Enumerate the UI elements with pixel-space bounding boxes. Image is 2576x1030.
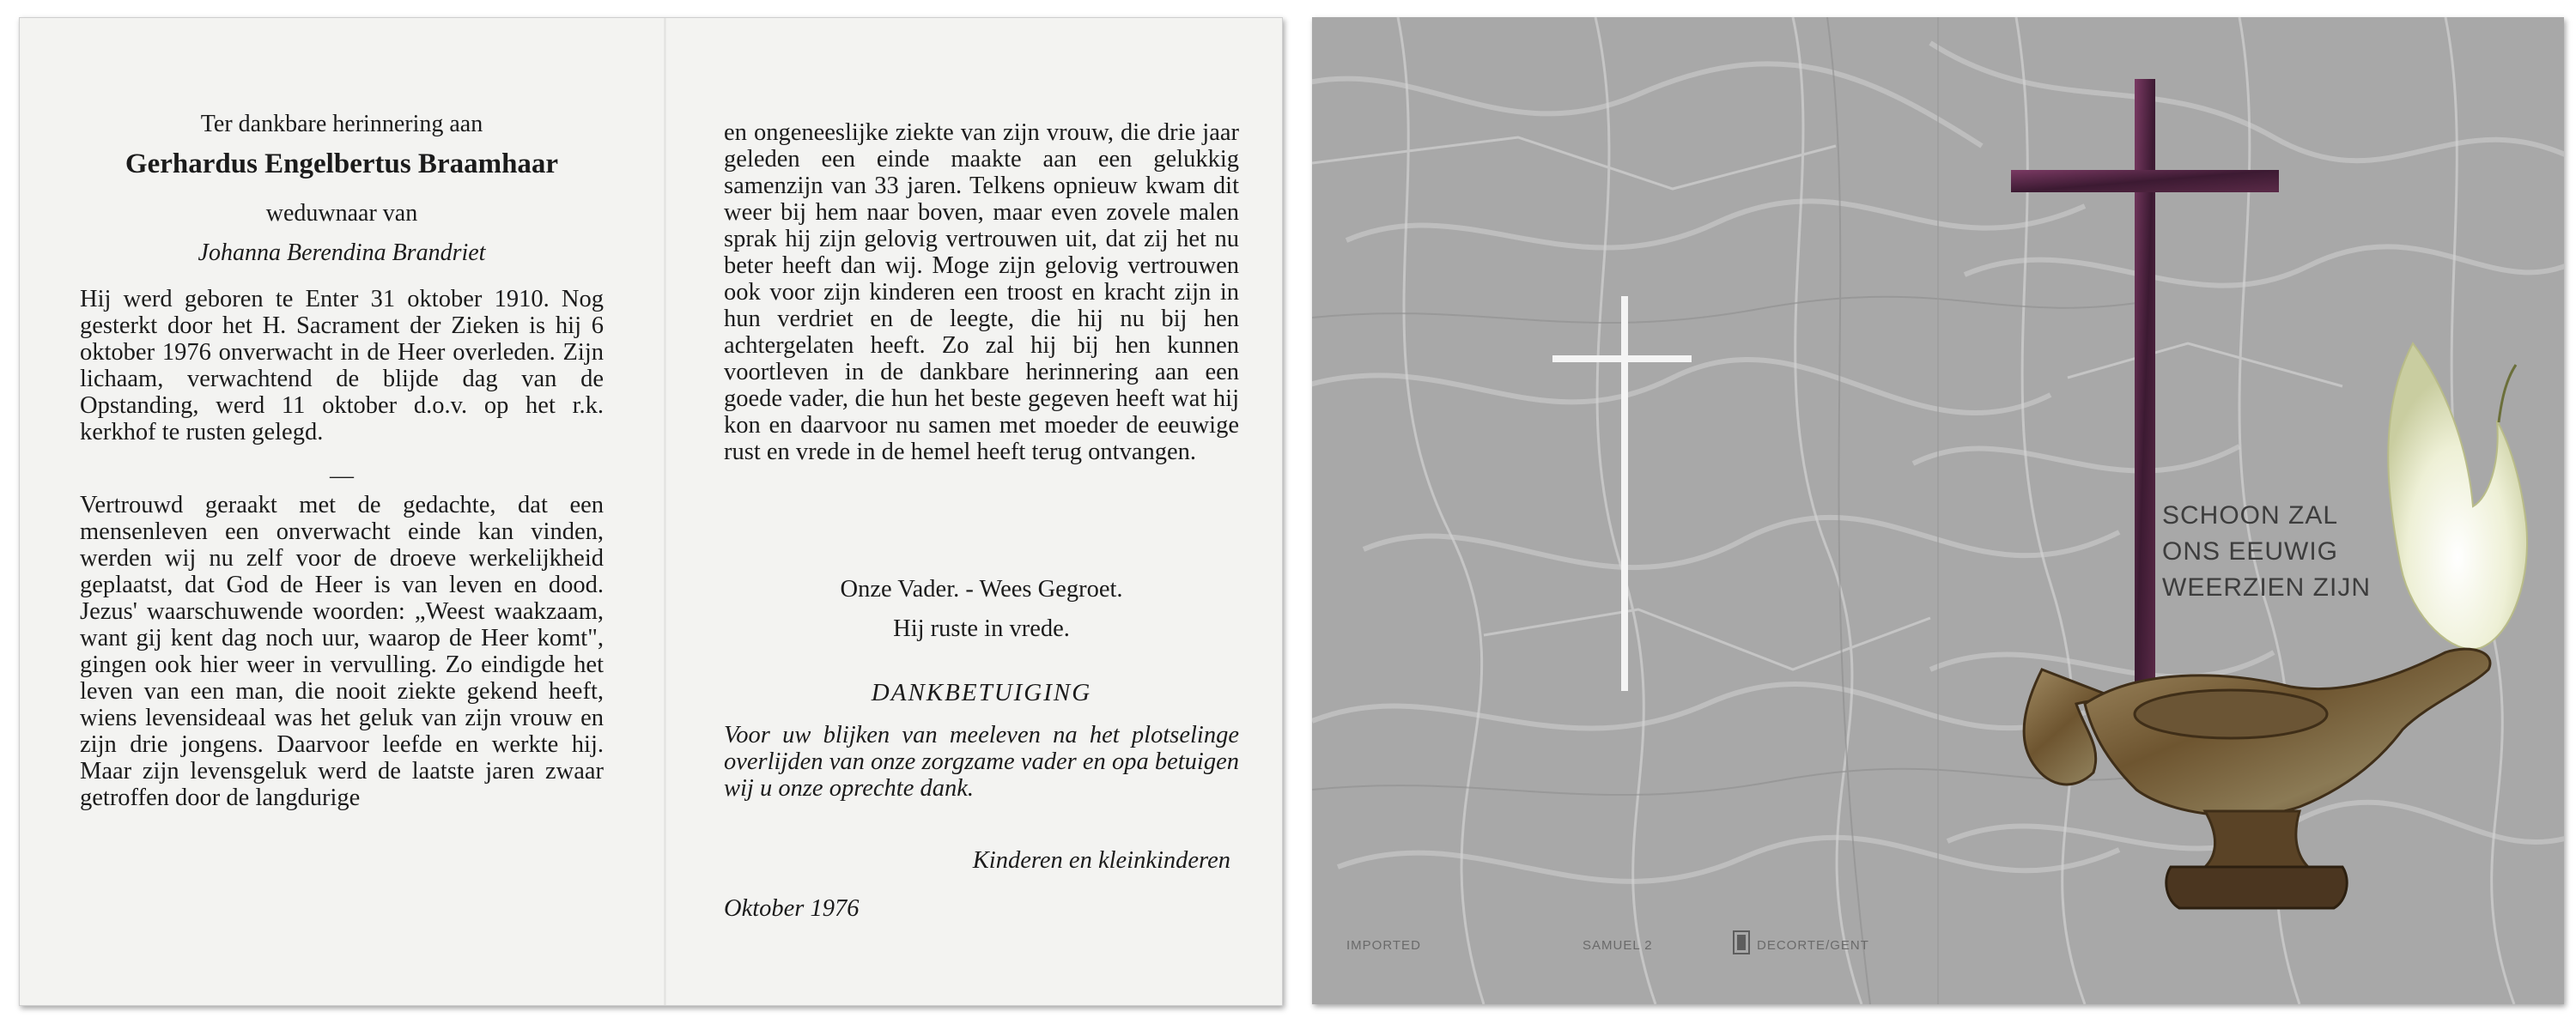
thanks-heading: DANKBETUIGING <box>871 679 1092 706</box>
signature-family: Kinderen en kleinkinderen <box>972 847 1230 874</box>
deceased-name: Gerhardus Engelbertus Braamhaar <box>125 148 559 179</box>
marble-texture <box>1312 17 2564 1004</box>
publisher-logo-icon <box>1733 930 1750 954</box>
thanks-block <box>724 722 1239 802</box>
date-line: Oktober 1976 <box>724 895 860 922</box>
story-left <box>80 492 604 811</box>
memorial-card-inside <box>19 17 1283 1006</box>
imprint-series: SAMUEL 2 <box>1583 938 1653 953</box>
separator: — <box>330 463 354 489</box>
spouse-name: Johanna Berendina Brandriet <box>197 239 486 266</box>
verse-line-1: SCHOON ZAL <box>2162 501 2339 530</box>
imprint-publisher: DECORTE/GENT <box>1757 938 1869 953</box>
intro-line: Ter dankbare herinnering aan <box>200 111 483 137</box>
story-right-text: en ongeneeslijke ziekte van zijn vrouw, die drie jaar geleden een einde maakte aan een gelukkig samenzijn van 33 jaren. Telkens opnieuw kwam dit weer bij hem naar boven, maar even zovele malen sprak hij zijn gelovig vertrouwen uit, dat zij het nu beter heeft dan wij. Moge zijn gelovig vertrouwen ook voor zijn kinderen een troost en kracht zijn in hun verdriet en de leegte, die hij nu bij hen achtergelaten heeft. Zo zal hij bij hen kunnen voortleven in de dankbare herinnering aan een goede vader, die hun het beste gegeven heeft wat hij kon en daarvoor nu samen met moeder de eeuwige rust en vrede in de hemel heeft terug ontvangen. <box>724 119 1239 465</box>
card-fold <box>664 18 666 1005</box>
imprint-imported: IMPORTED <box>1346 938 1421 953</box>
rest-in-peace: Hij ruste in vrede. <box>893 615 1070 642</box>
widower-line: weduwnaar van <box>265 200 418 227</box>
story-left-text: Vertrouwd geraakt met de gedachte, dat een mensenleven een onverwacht einde kan vinden, werden wij nu zelf voor de droeve werkelijkheid geplaatst, dat God de Heer is van leven en dood. Jezus' waarschuwende woorden: „Weest waakzaam, want gij kent dag noch uur, waarop de Heer komt", gingen ook hier weer in vervulling. Zo eindigde het leven van een man, die nooit ziekte gekend heeft, wiens levensideaal was het geluk van zijn vrouw en zijn drie jongens. Daarvoor leefde en werkte hij. Maar zijn levensgeluk werd de laatste jaren zwaar getroffen door de langdurige <box>80 492 604 811</box>
prayer-line: Onze Vader. - Wees Gegroet. <box>840 576 1123 603</box>
thanks-text: Voor uw blijken van meeleven na het plotselinge overlijden van onze zorgzame vader en opa betuigen wij u onze oprechte dank. <box>724 722 1239 802</box>
verse-line-2: ONS EEUWIG <box>2162 537 2339 566</box>
verse-line-3: WEERZIEN ZIJN <box>2162 573 2371 602</box>
biography-text: Hij werd geboren te Enter 31 oktober 1910. Nog gesterkt door het H. Sacrament der Zieken is hij 6 oktober 1976 onverwacht in de Heer overleden. Zijn lichaam, verwachtend de blijde dag van de Opstanding, werd 11 oktober d.o.v. op het r.k. kerkhof te rusten gelegd. <box>80 286 604 445</box>
biography <box>80 286 604 445</box>
verse <box>2162 498 2371 606</box>
memorial-card-cover <box>1312 17 2564 1004</box>
story-right <box>724 119 1239 465</box>
